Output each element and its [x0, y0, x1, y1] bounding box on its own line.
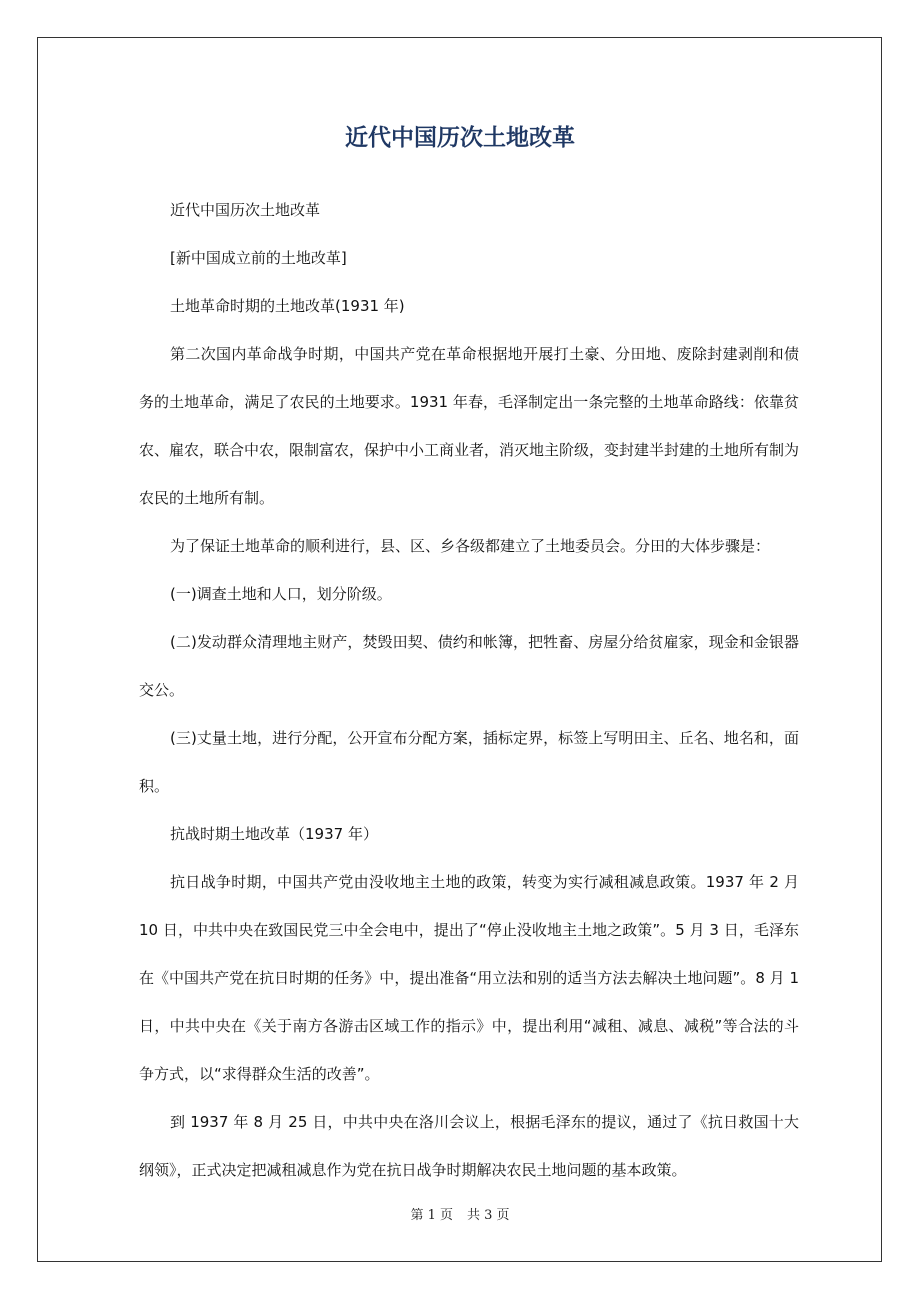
paragraph: 土地革命时期的土地改革(1931 年) — [170, 297, 405, 315]
paragraph: 为了保证土地革命的顺利进行，县、区、乡各级都建立了土地委员会。分田的大体步骤是： — [170, 537, 771, 555]
page-total: 共 3 页 — [467, 1208, 510, 1223]
page-number: 第 1 页 — [410, 1208, 453, 1223]
paragraph: (二)发动群众清理地主财产，焚毁田契、债约和帐簿，把牲畜、房屋分给贫雇家，现金和金银器交公。 — [139, 633, 799, 699]
paragraph: (三)丈量土地，进行分配，公开宣布分配方案，插标定界，标签上写明田主、丘名、地名和，面积。 — [139, 729, 799, 795]
paragraph: 到 1937 年 8 月 25 日，中共中央在洛川会议上，根据毛泽东的提议，通过了《抗日救国十大纲领》，正式决定把减租减息作为党在抗日战争时期解决农民土地问题的基本政策。 — [139, 1113, 799, 1179]
page-footer — [0, 1204, 920, 1228]
paragraph: (一)调查土地和人口，划分阶级。 — [170, 585, 392, 603]
paragraph: 近代中国历次土地改革 — [170, 201, 321, 219]
document-body — [139, 186, 799, 1194]
paragraph: 抗日战争时期，中国共产党由没收地主土地的政策，转变为实行减租减息政策。1937 年 2 月 10 日，中共中央在致国民党三中全会电中，提出了“停止没收地主土地之政策”。5 月 3 日，毛泽东在《中国共产党在抗日时期的任务》中，提出准备“用立法和别的适当方法去解决土地问题”。8 月 1 日，中共中央在《关于南方各游击区域工作的指示》中，提出利用“减租、减息、减税”等合法的斗争方式，以“求得群众生活的改善”。 — [139, 873, 799, 1083]
paragraph: [新中国成立前的土地改革] — [170, 249, 347, 267]
paragraph: 第二次国内革命战争时期，中国共产党在革命根据地开展打土豪、分田地、废除封建剥削和债务的土地革命，满足了农民的土地要求。1931 年春，毛泽制定出一条完整的土地革命路线：依靠贫农、雇农，联合中农，限制富农，保护中小工商业者，消灭地主阶级，变封建半封建的土地所有制为农民的土地所有制。 — [139, 345, 800, 507]
paragraph: 抗战时期土地改革（1937 年） — [170, 825, 378, 843]
document-title: 近代中国历次土地改革 — [345, 125, 575, 151]
